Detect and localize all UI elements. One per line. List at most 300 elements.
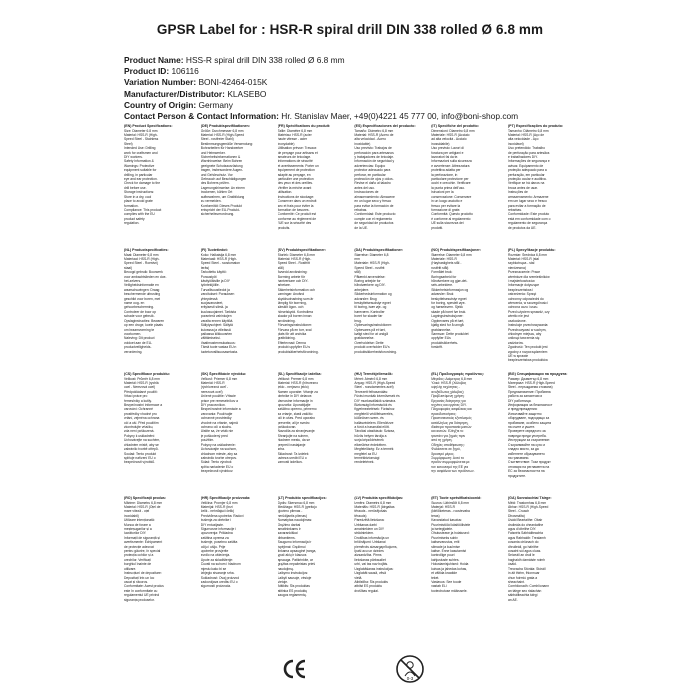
language-block-title: (FR) Spécifications du produit: (277, 124, 331, 128)
spec-line: zabránilo tvorbe otrepov. (200, 455, 237, 460)
language-block (431, 496, 501, 614)
spec-line: ad alta velocità - Acciaio (431, 137, 467, 142)
spec-line: Bohrarbeiten für Handwerker (200, 146, 244, 151)
spec-line: saugos reglamentą. (277, 593, 307, 598)
spec-line: und Heimwerker. (200, 150, 226, 155)
language-block-title: (DA) Produktspecifikationer: (354, 248, 404, 252)
spec-line: dhruileáil, go háirithe (507, 544, 539, 549)
spec-line: arbejdere. (354, 287, 370, 292)
spec-line: Súlad: Tento výrobok (200, 460, 232, 465)
spec-line: Tarkoitettu käyttö: (200, 270, 227, 275)
spec-line: splňuje nařízení EU o (124, 455, 156, 460)
spec-line: atitinka ES produktų (277, 588, 308, 593)
spec-line: gratbildning. (277, 336, 296, 341)
spec-line: geschikt voor boren, met (124, 296, 161, 301)
spec-line: des Bohrers prüfen. (200, 181, 230, 186)
spec-line: eye and ear protection. (124, 177, 158, 182)
spec-line: očí a uší. Před použitím (124, 420, 159, 425)
spec-line: uniknąć tworzenia się (507, 336, 540, 341)
spec-line: Zgodność: Ten produkt jest (507, 345, 548, 350)
spec-line: Sigurnosne informacije i (200, 527, 236, 532)
symbol-row (0, 650, 700, 690)
spec-line: Předpokládané použití: (124, 389, 158, 394)
spec-line: DIY workers. (124, 155, 143, 160)
spec-row (124, 496, 578, 614)
spec-line: nerūdijantis plienas) (277, 513, 307, 518)
language-block-title: (PL) Specyfikacje produktu: (507, 248, 556, 252)
spec-line: (Høyhastighets stål - (431, 261, 462, 266)
spec-line: ochronny odpowiedni do (507, 296, 544, 301)
spec-line: poškodovan. (277, 425, 297, 430)
language-block (431, 124, 501, 242)
spec-line: drilling, in particular (124, 172, 153, 177)
spec-line: paikassa kilkkuvarten (200, 331, 233, 336)
spec-line: Hoiustamisjuhised: Hoida (431, 562, 469, 567)
spec-line: vhodné na vŕtanie, najmä (200, 420, 238, 425)
spec-line: Istruzioni per la (431, 190, 454, 195)
spec-line: Materiál: HSS-R (rychlá (124, 381, 159, 385)
spec-line: varovania: Používajte (200, 411, 233, 416)
spec-line: Sikkerhedsinformation og (354, 292, 392, 297)
spec-line: Pokyny k uskladnění: (124, 433, 156, 438)
spec-line: adapté au perçage, en (277, 172, 311, 177)
spec-line: Förvaringsinstruktioner: (277, 323, 313, 328)
spec-line: Φυλάσσετε σε ξηρό, (431, 447, 461, 452)
spec-line: sábháilteachta táirgí (507, 593, 538, 598)
spec-line: Numatytas naudojimas: (277, 518, 313, 523)
spec-line: Overholdelse: Dette (354, 340, 384, 345)
language-block-title: (GA) Sonraíochtaí Táirge: (507, 496, 552, 500)
spec-line: zgodny z rozporządzeniem (507, 349, 548, 354)
spec-line: amateurs de bricolage. (277, 155, 312, 160)
spec-line: varoitukset: Porauksen (200, 292, 235, 297)
spec-line: håndverkere og gjør-det- (431, 279, 468, 284)
spec-line: skyddsutrustning som är (277, 296, 314, 301)
spec-line: vietoje. (277, 579, 289, 584)
spec-line: cosaint súl agus cluas. (507, 549, 542, 554)
spec-line: druileála do cheardaithe (507, 522, 544, 527)
spec-line: perforación para artesanos (354, 150, 394, 155)
language-block-title: (BG) Спецификации на продукта: (507, 372, 568, 376)
spec-line: de protecție adecvat (124, 544, 154, 549)
spec-line: sigurnosti proizvoda. (200, 584, 232, 589)
spec-line: Safety Information & (124, 159, 154, 164)
spec-line: stål) (354, 270, 361, 275)
spec-line: Uzglabāšanas instrukcijas: (354, 566, 394, 571)
spec-line: tinkama apsauginė įranga, (277, 549, 317, 554)
spec-line: particulier une protection (277, 177, 314, 182)
spec-line: Steel - rostfreier Stahl) (200, 137, 234, 142)
info-value: Germany (198, 99, 233, 110)
spec-line: Materiale: HSS-R (431, 257, 457, 261)
spec-line: избегнете образуването (507, 451, 545, 456)
spec-line: Check for damage to the (124, 181, 161, 186)
spec-line: Materiale: HSS-R (High- (354, 261, 390, 266)
spec-line: aizsardzība. Pirms (354, 553, 382, 558)
spec-line: Größe: Durchmesser 6,8 mm (200, 128, 244, 133)
spec-line: Instrucțiuni de depozitare: (124, 571, 162, 576)
spec-line: Информация за безопасност (507, 403, 553, 408)
spec-line: Laikymo instrukcijos: (277, 571, 309, 576)
spec-line: Uchovávejte na suchém, (124, 438, 161, 443)
spec-line: īpaši acu un dzirdes (354, 549, 384, 554)
spec-line: regulamentul UE privind (124, 593, 160, 598)
spec-line: la punta prima dell'uso. (431, 185, 465, 190)
spec-line: hantverkare och DIY- (277, 279, 309, 284)
spec-line: håndværkere og DIY- (354, 283, 386, 288)
spec-line: Compliance: This product (124, 207, 162, 212)
spec-line: Faisnéis Sábháilteachta (507, 531, 543, 536)
spec-line: Προβλεπόμενη χρήση: (431, 394, 465, 399)
spec-line: Przeznaczenie: Prace (507, 270, 541, 275)
spec-line: hörselskydd. Kontrollera (277, 309, 313, 314)
spec-line: zadziorów. (507, 340, 524, 345)
spec-line: Conformité: Ce produit est (277, 212, 317, 217)
spec-line: Izmērs: Diametrs 6,8 mm (354, 500, 392, 505)
spec-line: Bezpečnostní informace a (124, 403, 163, 408)
spec-line: prodotti. (431, 225, 444, 230)
spec-line: Drošības informācija un (354, 535, 390, 540)
spec-line: hladnem mestu, da se (277, 438, 311, 443)
spec-line: cosanta oiriúnach do (507, 540, 539, 545)
spec-line: schade voor gebruik. (124, 314, 155, 319)
spec-line: ja isetegijatele. (431, 527, 453, 532)
spec-line: Υλικό: HSS-R (Χάλυβας (431, 381, 467, 385)
spec-line: produktsäkerhetsförordning. (277, 349, 319, 354)
spec-line: Steel - rozsdamentes acél) (354, 385, 394, 390)
language-block (431, 248, 501, 366)
spec-line: Suurus: Läbimõõt 6,8 mm (431, 500, 469, 505)
spec-line: geeignete Schutzausrüstung (200, 163, 243, 168)
spec-line: poranterä vahinkojen (200, 314, 232, 319)
spec-line: kontrollige puuri (431, 553, 455, 558)
spec-line: Biztonsági információk és (354, 403, 392, 408)
spec-line: burghiul înainte de (124, 562, 152, 567)
spec-line: Materiał: HSS-R (stal (507, 257, 539, 261)
spec-line: advertencias: Equipo (354, 163, 386, 168)
spec-line: Πληροφορίες ασφάλειας και (431, 407, 472, 412)
spec-line: produkt uppfyller EU:s (277, 345, 311, 350)
spec-line: tērauds) (354, 513, 367, 518)
spec-line: uszkodzone. (507, 318, 527, 323)
spec-line: sorja képződésének (354, 438, 384, 443)
info-value: HSS-R spiral drill DIN 338 rolled Ø 6.8 mm (185, 55, 345, 65)
info-label: Variation Number: (124, 77, 197, 88)
spec-row (124, 124, 578, 242)
spec-line: et vältida kraatide (431, 571, 458, 576)
spec-line: perfuração, em particular (507, 172, 545, 177)
spec-line: Veličina: Promjer 6,8 mm (200, 500, 238, 505)
spec-line: occhi e orecchie. Verificare (431, 181, 471, 186)
spec-line: mare viteză - oțel (124, 509, 150, 514)
info-variation-number (124, 77, 518, 88)
spec-line: naudojimą. (277, 566, 294, 571)
spec-line: Megfelelőség: Ez a termék (354, 447, 394, 452)
spec-line: ιδιαίτερα προστασία ματιών (431, 425, 472, 430)
spec-line: očiju i ušiju. Prije (200, 544, 226, 549)
spec-line: υψηλής ταχύτητας - (431, 385, 460, 390)
spec-line: la perforazione, in (431, 172, 458, 177)
spec-line: advarsler: Bruk (431, 292, 454, 297)
spec-line: Dimensioni: Diametro 6,8 mm (431, 128, 475, 133)
language-block (508, 248, 578, 366)
spec-line: varningar: Använd (277, 292, 305, 297)
spec-line: Instructions de stockage: (277, 194, 315, 199)
spec-line: από τη χρήση. (431, 438, 453, 443)
spec-line: svrdlo na oštećenja. (200, 553, 231, 558)
label-title: GPSR Label for : HSR-R spiral drill DIN 338 rolled Ø 6.8 mm (156, 22, 544, 37)
language-block (124, 248, 194, 366)
spec-line: Storage instructions: (124, 190, 155, 195)
spec-line: Navodila za shranjevanje: (277, 429, 316, 434)
spec-line: хладно място, за да (507, 447, 539, 452)
product-info (124, 55, 518, 122)
spec-line: inossidabile) (431, 141, 450, 146)
language-block-title: (HR) Specifikacije proizvoda: (200, 496, 251, 500)
spec-line: Urbšanas darbi (354, 522, 377, 527)
spec-line: Gręžimo darbai (277, 522, 301, 527)
spec-line: zaštitna oprema za (200, 535, 229, 540)
spec-line: ustreza uredbi EU o (277, 455, 307, 460)
spec-line: om braamvorming te (124, 327, 155, 332)
spec-line: Materiaali: HSS-R (High- (200, 257, 238, 261)
spec-line: Tamaño: Diámetro 6,8 mm (354, 128, 394, 133)
spec-line: pentru găurire, în special (124, 549, 161, 554)
spec-line: Opbevares på et tørt, (354, 327, 386, 332)
spec-line: oppfyller EUs (431, 336, 451, 341)
spec-line: Samsvar: Dette produktet (431, 331, 469, 336)
spec-line: prostředky vhodné pro (124, 411, 157, 416)
spec-line: lietošanas pārbaudiet (354, 557, 386, 562)
language-block (201, 248, 271, 366)
language-block-title: (LT) Produkto specifikacijos: (277, 496, 327, 500)
info-country-of-origin (124, 100, 518, 111)
spec-line: Medžiaga: HSS-R (greitojo (277, 505, 317, 509)
spec-line: brīdinājumi: Urbšanai (354, 540, 386, 545)
spec-line: produits. (277, 225, 291, 230)
spec-line: product safety (124, 216, 145, 221)
spec-line: produktsikkerhedsforordning. (354, 349, 397, 354)
spec-line: stål) (277, 265, 284, 270)
spec-line: atbilst ES produktu (354, 584, 383, 589)
language-block (354, 124, 424, 242)
spec-line: Vastavus: See toode (431, 579, 462, 584)
spec-line: Velikost: Premer 6,8 mm (277, 376, 314, 381)
spec-line: Utilisation prévue: Travaux (277, 146, 317, 151)
spec-line: protettiva adatta per (431, 168, 461, 173)
spec-line: Przed użyciem sprawdź, czy (507, 309, 550, 314)
spec-line: Speed Steel - Stainless (124, 137, 159, 142)
spec-line: kahjustuste suhtes. (431, 557, 460, 562)
spec-line: beschermende uitrusting (124, 292, 161, 297)
spec-line: i majsterkowiczów. (507, 279, 536, 284)
spec-line: protección de ojos y oídos. (354, 177, 394, 182)
spec-line: Mărime: Diametru 6,8 mm (124, 500, 163, 505)
spec-line: Uso previsto: Lavori di (431, 146, 464, 151)
spec-line: wiercenia, w szczególności (507, 301, 548, 306)
spec-line: ЕС за безопасността на (507, 469, 545, 474)
spec-line: пробиване, особено защита (507, 420, 552, 425)
spec-line: Matériau: HSS-R (acier (277, 133, 312, 137)
spec-line: ochranu očí a sluchu. (200, 425, 233, 430)
spec-line: obrtnike in DIY delavce. (277, 394, 313, 399)
spec-line: Uso pretendido: Trabalho (507, 146, 546, 151)
spec-line: Soulad: Tento produkt (124, 451, 157, 456)
spec-line: Conformitate: Acest produs (124, 584, 164, 589)
spec-line: на очите и ушите. (507, 425, 536, 430)
spec-line: erityisesti silmä- ja (200, 305, 228, 310)
language-block-title: (NO) Produktspesifikasjoner: (431, 248, 481, 252)
spec-line: conforme au règlement de (277, 216, 317, 221)
spec-line: l'UE sur la sécurité des (277, 221, 312, 226)
spec-line: Pokyny na uskladnenie: (200, 442, 236, 447)
spec-line: Varnostne informacije in (277, 398, 313, 403)
spec-line: Revise el daño al taladro (354, 181, 391, 186)
spec-line: välttämiseksi. (200, 336, 221, 341)
spec-line: Material: HSS-R (High- (277, 257, 312, 261)
spec-line: figyelmeztetések: Fúráshoz (354, 407, 395, 412)
info-product-id (124, 66, 518, 77)
spec-line: protector adecuado para (354, 168, 391, 173)
spec-line: til boring, især øje- og (354, 305, 387, 310)
spec-line: Størrelse: Diameter 6,8 (354, 252, 389, 257)
language-block (201, 124, 271, 242)
spec-line: cumple con el reglamento (354, 216, 393, 221)
spec-line: lucrătorilor DIY. (124, 531, 147, 536)
spec-line: Instrukcje przechowywania: (507, 323, 549, 328)
spec-line: Materiāls: HSS-R (ātrgaitas (354, 505, 395, 509)
spec-line: käsityöläisille ja DIY (200, 279, 230, 284)
spec-line: megfelel az EU (354, 451, 377, 456)
spec-line: Предназначение: Пробивна (507, 389, 551, 394)
spec-line: työntekijöille. (200, 283, 220, 288)
spec-line: inoxidável) (507, 141, 524, 146)
spec-line: place to avoid grate (124, 199, 153, 204)
spec-line: lavoratori fai da te. (431, 155, 459, 160)
spec-line: Материал: HSS-R (High-Speed (507, 381, 555, 385)
spec-line: Veiligheidsinformatie en (124, 283, 159, 288)
spec-line: Čuvati na suhom i hladnom (200, 562, 241, 567)
spec-line: Úsáid Beartaithe: Obair (507, 518, 543, 523)
spec-line: haghaidh damáiste roimh (507, 557, 546, 562)
spec-line: Informazioni sulla sicurezza (431, 159, 472, 164)
spec-line: chladném místě, aby se (124, 442, 159, 447)
spec-line: équipement de protection (277, 168, 315, 173)
spec-line: tērauds - nerūsējošais (354, 509, 387, 514)
spec-line: teräs) (200, 265, 210, 270)
language-block-title: (SK) Špecifikácie výrobku: (200, 372, 247, 376)
info-value: KLASEBO (227, 88, 267, 99)
spec-line: complies with the EU (124, 212, 155, 217)
spec-line: Materiaal: HSS-R (High- (124, 257, 160, 261)
spec-line: perforar, en particular (354, 172, 386, 177)
spec-line: strādniekiem. (354, 531, 374, 536)
language-block (354, 372, 424, 490)
spec-line: skade på boret før bruk. (431, 309, 467, 314)
spec-line: särskilt ögon- och (277, 305, 304, 310)
spec-line: Проверете свредлото за (507, 429, 546, 434)
spec-line: Tamanho: Diâmetro 6,8 mm (507, 128, 549, 133)
info-manufacturer (124, 89, 518, 100)
spec-line: Uso previsto: Trabajos de (354, 146, 392, 151)
spec-line: Lagringsinstruksjoner: (431, 314, 464, 319)
spec-line: protecția ochilor și a (124, 553, 154, 558)
spec-line: produkt overholder EU's (354, 345, 390, 350)
spec-line: para evitar a formação de (507, 203, 546, 208)
spec-line: bezpečnosti výrobkov. (200, 469, 234, 474)
spec-line: está em conformidade com o (507, 216, 551, 221)
spec-line: čelik - nehrđajući čelik) (200, 509, 235, 514)
spec-line: za vrtanje, zlasti zaščito (277, 411, 313, 416)
spec-line: voorkomen. (124, 331, 142, 336)
language-block (201, 496, 271, 614)
spec-line: urbi, vai tas nav bojāts. (354, 562, 389, 567)
spec-line: Comhlíonadh: Comhlíonann (507, 584, 550, 589)
spec-line: Borrning arbete för (277, 274, 306, 279)
spec-line: armazenamento: Armazene (507, 194, 549, 199)
spec-line: Poraustyöt (200, 274, 217, 279)
spec-line: ochrona oczu i uszu. (507, 305, 539, 310)
spec-line: kaitsevarustus, eriti (431, 540, 460, 545)
spec-line: de perfuração para artesãos (507, 150, 550, 155)
spec-line: použitím. (200, 438, 215, 443)
spec-line: des yeux et des oreilles. (277, 181, 313, 186)
spec-line: Conformità: Questo prodotto (431, 212, 473, 217)
spec-line: voldoet aan de EU- (124, 340, 153, 345)
spec-line: agus d'oibrithe DIY. (507, 527, 537, 532)
language-block (124, 496, 194, 614)
spec-line: jeklo - nerjavno jeklo) (277, 385, 309, 390)
spec-line: antes del uso. (354, 185, 375, 190)
spec-line: Dhosmálta) (507, 513, 525, 518)
spec-line: broca antes de usar. (507, 185, 538, 190)
spec-line: Veľkosť: Priemer 6,8 mm (200, 376, 238, 381)
spec-line: и предупреждения: (507, 407, 538, 412)
language-block-title: (RO) Specificații produs: (124, 496, 167, 500)
spec-line: Οδηγίες αποθήκευσης: (431, 442, 465, 447)
spec-line: Warnhinweise: Beim Bohren (200, 159, 243, 164)
spec-line: Προστατευτικός εξοπλισμός (431, 416, 472, 421)
language-block (508, 372, 578, 490)
spec-line: upotrebe provjerite (200, 549, 229, 554)
spec-line: chłodnym miejscu, aby (507, 331, 542, 336)
spec-line: siguranța produselor. (124, 597, 155, 602)
spec-line: de la UE. (354, 225, 368, 230)
spec-line: oči in ušes. Pred uporabo (277, 416, 315, 421)
spec-line: оборудване, подходящо за (507, 416, 550, 421)
spec-line: Bestimmungsgemäße Verwendung: (200, 141, 254, 146)
spec-line: ostrzeżenia: Sprzęt (507, 292, 537, 297)
spec-line: отговаря на регламента на (507, 464, 550, 469)
language-block (278, 124, 348, 242)
spec-line: DIY munkavállalók számára. (354, 398, 397, 403)
spec-line: Treoracha Stórála: Stóráil (507, 566, 546, 571)
spec-line: chladnom mieste, aby sa (200, 451, 238, 456)
spec-line: boret for skader før (354, 314, 383, 319)
language-block (278, 372, 348, 490)
spec-line: em um lugar seco e fresco (507, 199, 547, 204)
spec-line: srha. (277, 447, 285, 452)
language-block-title: (CS) Specifikace produktu: (124, 372, 170, 376)
spec-line: Beoogd gebruik: Boorwerk (124, 270, 163, 275)
spec-line: foratura per artigiani e (431, 150, 464, 155)
spec-line: Speed Steel - Rostfritt (277, 261, 310, 266)
spec-line: wiertnicze dla rzemieślników (507, 274, 550, 279)
spec-line: Informações de segurança e (507, 159, 550, 164)
spec-line: Използвайте защитно (507, 411, 542, 416)
spec-line: Przechowywać w suchym, (507, 327, 547, 332)
spec-line: Store in a dry, cool (124, 194, 152, 199)
